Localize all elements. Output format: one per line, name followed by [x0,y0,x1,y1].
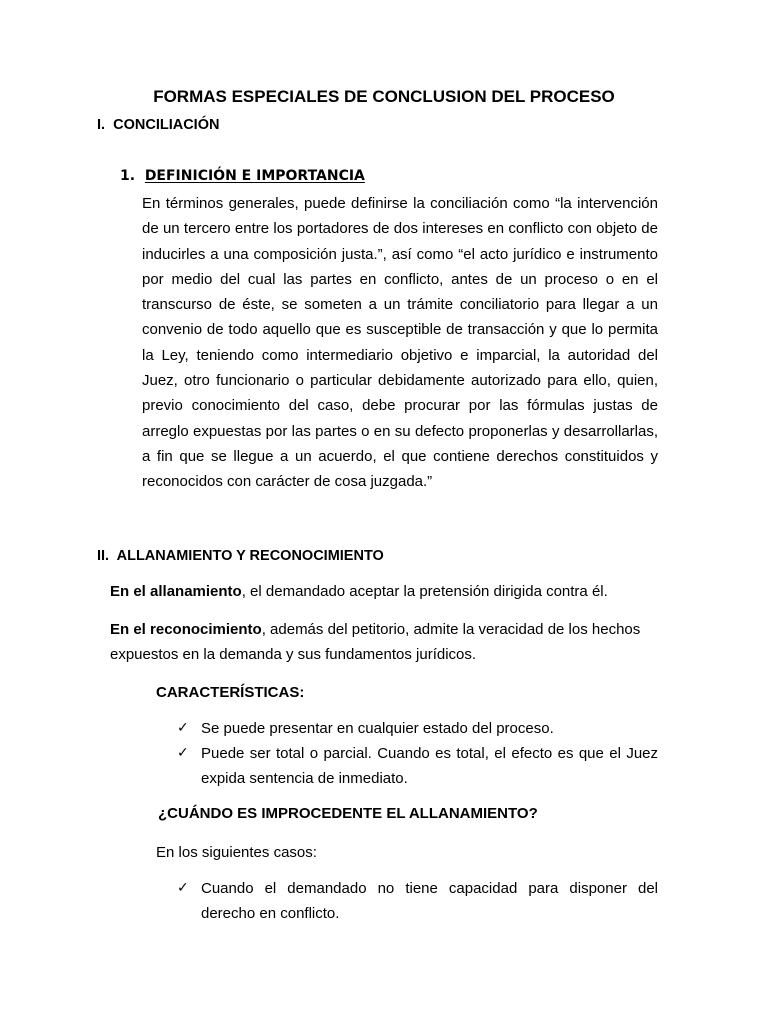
list-item [177,876,658,926]
cases-list [0,876,768,932]
improcedente-heading: ¿CUÁNDO ES IMPROCEDENTE EL ALLANAMIENTO? [158,805,538,822]
list-item-text: Se puede presentar en cualquier estado del proceso. [201,720,554,737]
allanamiento-paragraph [110,579,670,604]
characteristics-list [0,716,768,796]
characteristics-heading: CARACTERÍSTICAS: [156,684,305,701]
list-item [177,741,658,791]
section-heading-text: CONCILIACIÓN [113,117,220,133]
check-icon: ✓ [177,745,189,761]
subsection-number: 1. [120,168,136,184]
reconocimiento-text: , además del petitorio, admite la veracidad de los hechos expuestos en la demanda y sus fundamentos jurídicos. [110,621,641,663]
reconocimiento-lead: En el reconocimiento [110,621,262,638]
allanamiento-lead: En el allanamiento [110,583,242,600]
list-item-text: Cuando el demandado no tiene capacidad para disponer del derecho en conflicto. [201,880,658,922]
check-icon: ✓ [177,720,189,736]
allanamiento-text: , el demandado aceptar la pretensión dirigida contra él. [241,583,608,600]
subsection-heading-text: DEFINICIÓN E IMPORTANCIA [144,168,365,184]
check-icon: ✓ [177,880,189,896]
section-heading-conciliacion [97,115,219,135]
cases-intro: En los siguientes casos: [156,844,317,861]
section-heading-text: ALLANAMIENTO Y RECONOCIMIENTO [116,548,384,564]
section-heading-allanamiento [97,546,384,566]
definition-paragraph: En términos generales, puede definirse la conciliación como “la intervención de un tercero entre los portadores de dos intereses en conflicto con objeto de inducirles a una composición justa.”, así como “el acto jurídico e instrumento por medio del cual las partes en conflicto, antes de un proceso o en el transcurso de éste, se someten a un trámite conciliatorio para llegar a un convenio de todo aquello que es susceptible de transacción y que lo permita la Ley, teniendo como intermediario objetivo e imparcial, la autoridad del Juez, otro funcionario o particular debidamente autorizado para ello, quien, previo conocimiento del caso, debe procurar por las fórmulas justas de arreglo expuestas por las partes o en su defecto proponerlas y desarrollarlas, a fin que se llegue a un acuerdo, el que contiene derechos constituidos y reconocidos con carácter de cosa juzgada.” [142,195,658,491]
section-numeral: I. [97,117,106,133]
subsection-heading-definicion [120,166,365,186]
section-numeral: II. [97,548,110,564]
document-title: FORMAS ESPECIALES DE CONCLUSION DEL PROCESO [153,87,615,106]
list-item [177,716,658,741]
reconocimiento-paragraph [110,617,670,667]
list-item-text: Puede ser total o parcial. Cuando es total, el efecto es que el Juez expida sentencia de inmediato. [201,745,658,787]
